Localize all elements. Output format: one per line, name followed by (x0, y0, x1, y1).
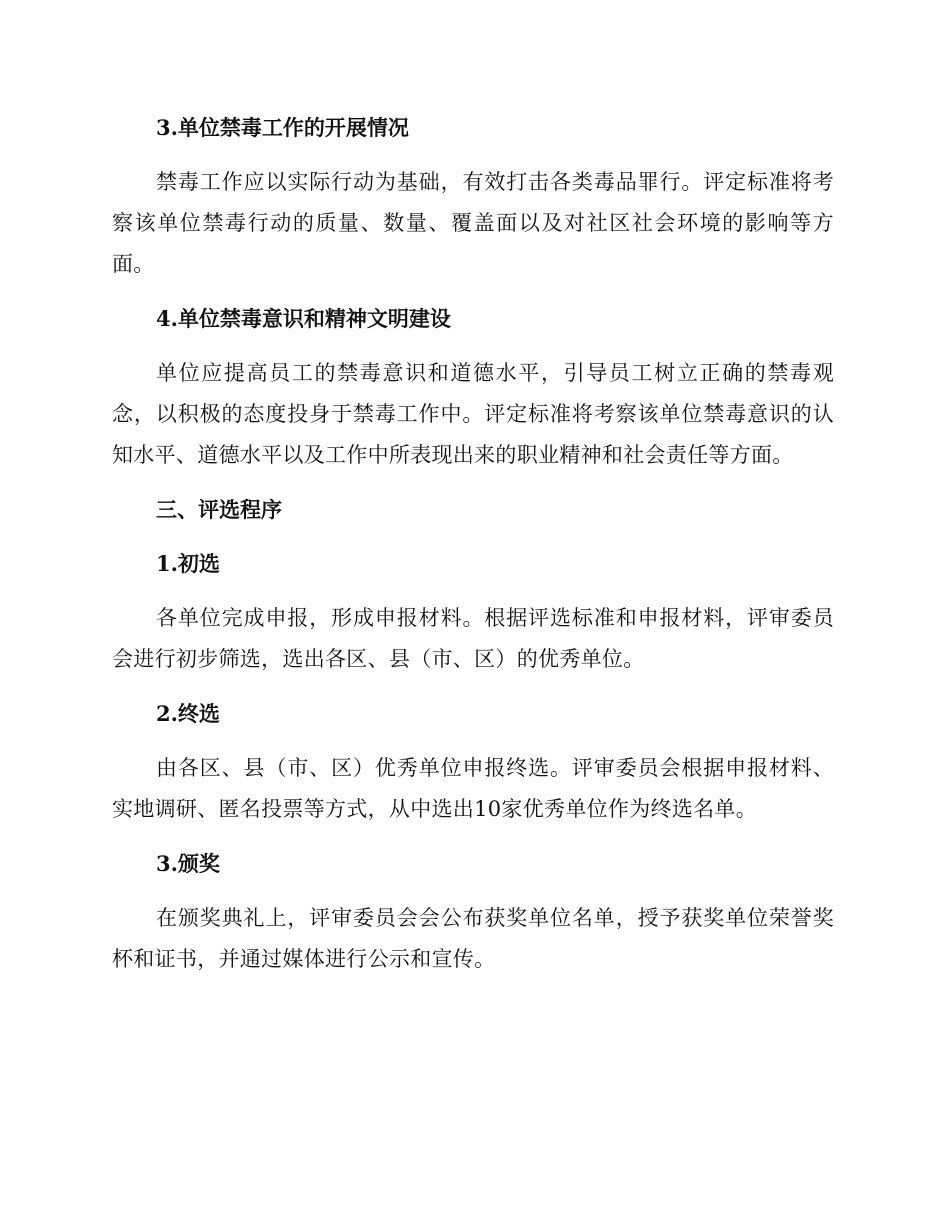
step1-heading: 1.初选 (156, 551, 220, 576)
section3-heading: 3.单位禁毒工作的开展情况 (156, 115, 409, 140)
step2-heading: 2.终选 (156, 701, 220, 726)
chapter3-heading: 三、评选程序 (156, 497, 282, 522)
step1-paragraph: 各单位完成申报，形成申报材料。根据评选标准和申报材料，评审委员会进行初步筛选，选出各区、县（市、区）的优秀单位。 (112, 606, 834, 671)
document-body (112, 108, 834, 980)
section4-paragraph: 单位应提高员工的禁毒意识和道德水平，引导员工树立正确的禁毒观念，以积极的态度投身于禁毒工作中。评定标准将考察该单位禁毒意识的认知水平、道德水平以及工作中所表现出来的职业精神和社会责任等方面。 (112, 361, 834, 467)
section3-paragraph: 禁毒工作应以实际行动为基础，有效打击各类毒品罪行。评定标准将考察该单位禁毒行动的质量、数量、覆盖面以及对社区社会环境的影响等方面。 (112, 170, 834, 276)
step2-paragraph: 由各区、县（市、区）优秀单位申报终选。评审委员会根据申报材料、实地调研、匿名投票等方式，从中选出10家优秀单位作为终选名单。 (112, 756, 834, 821)
step3-heading: 3.颁奖 (156, 851, 220, 876)
step3-paragraph: 在颁奖典礼上，评审委员会会公布获奖单位名单，授予获奖单位荣誉奖杯和证书，并通过媒体进行公示和宣传。 (112, 906, 834, 971)
section4-heading: 4.单位禁毒意识和精神文明建设 (156, 306, 451, 331)
